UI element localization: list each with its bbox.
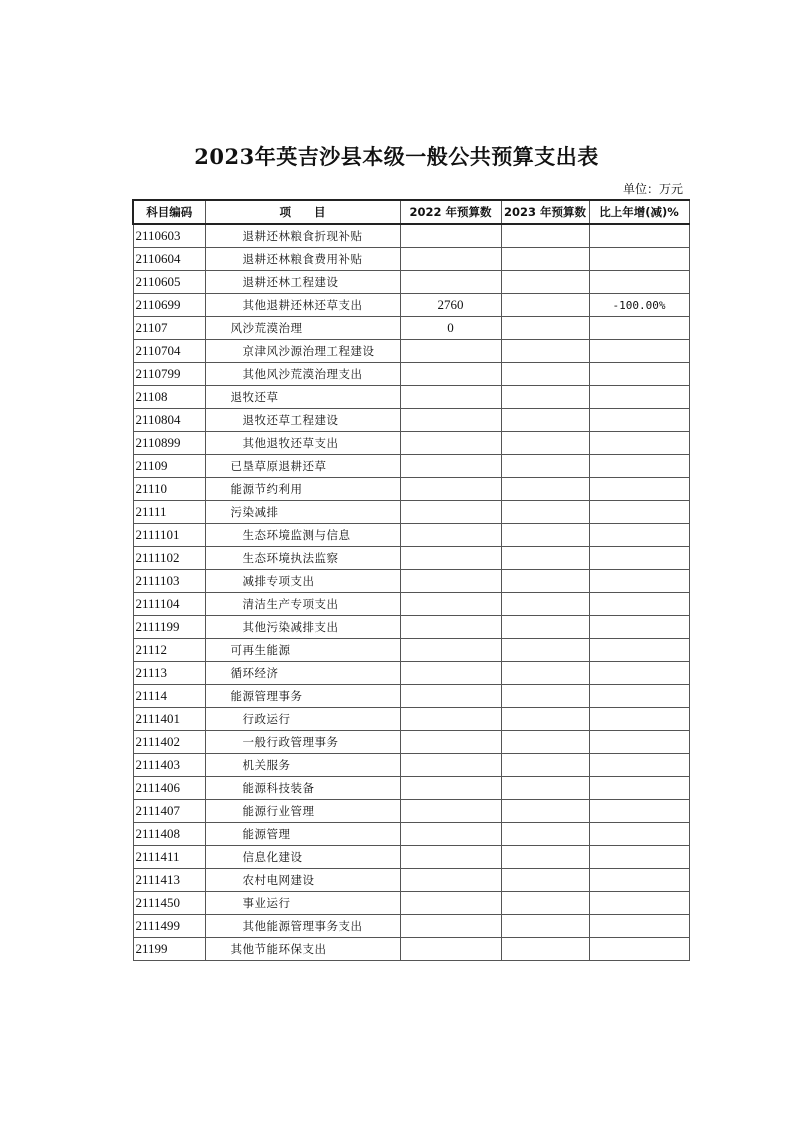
budget-2022-cell: [400, 501, 501, 524]
code-cell: 2110605: [133, 271, 205, 294]
budget-2023-cell: [501, 432, 589, 455]
table-row: [133, 524, 689, 547]
table-row: [133, 938, 689, 961]
budget-2022-cell: [400, 685, 501, 708]
change-cell: [589, 823, 689, 846]
budget-2022-cell: [400, 340, 501, 363]
item-name-cell: 退耕还林工程建设: [205, 271, 400, 294]
header-change: 比上年增(减)%: [589, 200, 689, 224]
change-cell: [589, 363, 689, 386]
budget-2022-cell: [400, 869, 501, 892]
change-cell: [589, 846, 689, 869]
item-name-cell: 机关服务: [205, 754, 400, 777]
budget-2023-cell: [501, 708, 589, 731]
budget-2023-cell: [501, 892, 589, 915]
table-row: [133, 432, 689, 455]
budget-2023-cell: [501, 294, 589, 317]
code-cell: 2111411: [133, 846, 205, 869]
budget-2022-cell: [400, 800, 501, 823]
item-name-cell: 退牧还草: [205, 386, 400, 409]
header-item: 项 目: [205, 200, 400, 224]
item-name-cell: 退耕还林粮食折现补贴: [205, 224, 400, 248]
budget-2023-cell: [501, 616, 589, 639]
code-cell: 21111: [133, 501, 205, 524]
change-cell: [589, 317, 689, 340]
header-budget-2022: 2022 年预算数: [400, 200, 501, 224]
change-cell: [589, 938, 689, 961]
budget-2022-cell: [400, 271, 501, 294]
item-name-cell: 其他能源管理事务支出: [205, 915, 400, 938]
budget-2023-cell: [501, 317, 589, 340]
item-name-cell: 生态环境监测与信息: [205, 524, 400, 547]
change-cell: [589, 271, 689, 294]
item-name-cell: 能源节约利用: [205, 478, 400, 501]
table-row: [133, 224, 689, 248]
budget-2023-cell: [501, 501, 589, 524]
table-row: [133, 685, 689, 708]
budget-2022-cell: [400, 915, 501, 938]
change-cell: [589, 800, 689, 823]
change-cell: [589, 524, 689, 547]
item-name-cell: 清洁生产专项支出: [205, 593, 400, 616]
budget-2023-cell: [501, 547, 589, 570]
budget-2022-cell: [400, 731, 501, 754]
budget-2022-cell: [400, 639, 501, 662]
table-row: [133, 455, 689, 478]
change-cell: -100.00%: [589, 294, 689, 317]
change-cell: [589, 501, 689, 524]
code-cell: 2111401: [133, 708, 205, 731]
item-name-cell: 其他节能环保支出: [205, 938, 400, 961]
budget-2023-cell: [501, 800, 589, 823]
budget-2023-cell: [501, 731, 589, 754]
change-cell: [589, 455, 689, 478]
change-cell: [589, 616, 689, 639]
code-cell: 2111103: [133, 570, 205, 593]
table-row: [133, 501, 689, 524]
table-row: [133, 754, 689, 777]
budget-2023-cell: [501, 386, 589, 409]
code-cell: 2111102: [133, 547, 205, 570]
table-row: [133, 593, 689, 616]
code-cell: 2110899: [133, 432, 205, 455]
table-row: [133, 708, 689, 731]
budget-2023-cell: [501, 363, 589, 386]
table-row: [133, 478, 689, 501]
item-name-cell: 其他污染减排支出: [205, 616, 400, 639]
code-cell: 2111104: [133, 593, 205, 616]
budget-2022-cell: [400, 616, 501, 639]
table-row: [133, 317, 689, 340]
change-cell: [589, 386, 689, 409]
code-cell: 21109: [133, 455, 205, 478]
table-row: [133, 547, 689, 570]
change-cell: [589, 224, 689, 248]
budget-2022-cell: [400, 524, 501, 547]
budget-2023-cell: [501, 455, 589, 478]
budget-2023-cell: [501, 340, 589, 363]
change-cell: [589, 478, 689, 501]
budget-2022-cell: [400, 224, 501, 248]
budget-2022-cell: [400, 662, 501, 685]
budget-2023-cell: [501, 478, 589, 501]
budget-2022-cell: [400, 754, 501, 777]
budget-2022-cell: [400, 823, 501, 846]
table-row: [133, 340, 689, 363]
code-cell: 21110: [133, 478, 205, 501]
code-cell: 21112: [133, 639, 205, 662]
budget-2023-cell: [501, 224, 589, 248]
item-name-cell: 信息化建设: [205, 846, 400, 869]
table-row: [133, 294, 689, 317]
table-row: [133, 869, 689, 892]
table-row: [133, 731, 689, 754]
code-cell: 2110804: [133, 409, 205, 432]
budget-2023-cell: [501, 570, 589, 593]
budget-2022-cell: [400, 570, 501, 593]
budget-2022-cell: [400, 593, 501, 616]
table-row: [133, 800, 689, 823]
table-row: [133, 892, 689, 915]
code-cell: 2110604: [133, 248, 205, 271]
change-cell: [589, 409, 689, 432]
table-row: [133, 248, 689, 271]
change-cell: [589, 754, 689, 777]
budget-2023-cell: [501, 869, 589, 892]
code-cell: 21114: [133, 685, 205, 708]
table-row: [133, 662, 689, 685]
budget-2022-cell: 2760: [400, 294, 501, 317]
change-cell: [589, 915, 689, 938]
budget-2023-cell: [501, 271, 589, 294]
change-cell: [589, 777, 689, 800]
code-cell: 21113: [133, 662, 205, 685]
budget-2022-cell: [400, 248, 501, 271]
table-row: [133, 570, 689, 593]
change-cell: [589, 593, 689, 616]
code-cell: 2110699: [133, 294, 205, 317]
item-name-cell: 京津风沙源治理工程建设: [205, 340, 400, 363]
code-cell: 2111413: [133, 869, 205, 892]
change-cell: [589, 248, 689, 271]
change-cell: [589, 639, 689, 662]
code-cell: 2111403: [133, 754, 205, 777]
budget-2023-cell: [501, 685, 589, 708]
code-cell: 2111408: [133, 823, 205, 846]
budget-2023-cell: [501, 593, 589, 616]
item-name-cell: 其他退耕还林还草支出: [205, 294, 400, 317]
table-row: [133, 915, 689, 938]
change-cell: [589, 340, 689, 363]
budget-2022-cell: [400, 708, 501, 731]
item-name-cell: 已垦草原退耕还草: [205, 455, 400, 478]
table-row: [133, 777, 689, 800]
item-name-cell: 减排专项支出: [205, 570, 400, 593]
item-name-cell: 能源科技装备: [205, 777, 400, 800]
item-name-cell: 行政运行: [205, 708, 400, 731]
budget-2023-cell: [501, 846, 589, 869]
item-name-cell: 循环经济: [205, 662, 400, 685]
budget-2023-cell: [501, 938, 589, 961]
budget-2023-cell: [501, 823, 589, 846]
code-cell: 21107: [133, 317, 205, 340]
budget-2023-cell: [501, 754, 589, 777]
header-budget-2023: 2023 年预算数: [501, 200, 589, 224]
change-cell: [589, 892, 689, 915]
code-cell: 2111450: [133, 892, 205, 915]
code-cell: 2111101: [133, 524, 205, 547]
budget-2023-cell: [501, 777, 589, 800]
change-cell: [589, 432, 689, 455]
code-cell: 2111406: [133, 777, 205, 800]
item-name-cell: 退耕还林粮食费用补贴: [205, 248, 400, 271]
code-cell: 21199: [133, 938, 205, 961]
code-cell: 2111499: [133, 915, 205, 938]
budget-2022-cell: [400, 455, 501, 478]
table-row: [133, 823, 689, 846]
code-cell: 2111402: [133, 731, 205, 754]
budget-2022-cell: [400, 777, 501, 800]
unit-label: 单位：万元: [623, 182, 684, 196]
item-name-cell: 可再生能源: [205, 639, 400, 662]
table-row: [133, 363, 689, 386]
item-name-cell: 风沙荒漠治理: [205, 317, 400, 340]
code-cell: 21108: [133, 386, 205, 409]
code-cell: 2110603: [133, 224, 205, 248]
budget-2023-cell: [501, 524, 589, 547]
budget-2022-cell: [400, 846, 501, 869]
budget-2023-cell: [501, 248, 589, 271]
budget-2023-cell: [501, 915, 589, 938]
table-row: [133, 846, 689, 869]
code-cell: 2111407: [133, 800, 205, 823]
change-cell: [589, 662, 689, 685]
change-cell: [589, 869, 689, 892]
change-cell: [589, 708, 689, 731]
item-name-cell: 一般行政管理事务: [205, 731, 400, 754]
item-name-cell: 生态环境执法监察: [205, 547, 400, 570]
item-name-cell: 事业运行: [205, 892, 400, 915]
budget-table: [132, 199, 690, 961]
item-name-cell: 其他退牧还草支出: [205, 432, 400, 455]
change-cell: [589, 731, 689, 754]
budget-2022-cell: [400, 892, 501, 915]
item-name-cell: 能源管理事务: [205, 685, 400, 708]
budget-2022-cell: [400, 547, 501, 570]
change-cell: [589, 570, 689, 593]
budget-2023-cell: [501, 639, 589, 662]
header-code: 科目编码: [133, 200, 205, 224]
item-name-cell: 能源行业管理: [205, 800, 400, 823]
item-name-cell: 其他风沙荒漠治理支出: [205, 363, 400, 386]
table-row: [133, 271, 689, 294]
change-cell: [589, 547, 689, 570]
budget-2022-cell: [400, 432, 501, 455]
code-cell: 2110799: [133, 363, 205, 386]
budget-2022-cell: [400, 938, 501, 961]
code-cell: 2110704: [133, 340, 205, 363]
budget-2022-cell: [400, 386, 501, 409]
table-header-row: [133, 200, 689, 224]
budget-2022-cell: [400, 409, 501, 432]
item-name-cell: 能源管理: [205, 823, 400, 846]
change-cell: [589, 685, 689, 708]
table-row: [133, 409, 689, 432]
item-name-cell: 污染减排: [205, 501, 400, 524]
page-title: 2023年英吉沙县本级一般公共预算支出表: [194, 144, 599, 169]
item-name-cell: 退牧还草工程建设: [205, 409, 400, 432]
budget-2023-cell: [501, 662, 589, 685]
table-row: [133, 386, 689, 409]
item-name-cell: 农村电网建设: [205, 869, 400, 892]
budget-2022-cell: [400, 478, 501, 501]
table-row: [133, 616, 689, 639]
budget-2023-cell: [501, 409, 589, 432]
budget-2022-cell: [400, 363, 501, 386]
code-cell: 2111199: [133, 616, 205, 639]
budget-2022-cell: 0: [400, 317, 501, 340]
table-row: [133, 639, 689, 662]
